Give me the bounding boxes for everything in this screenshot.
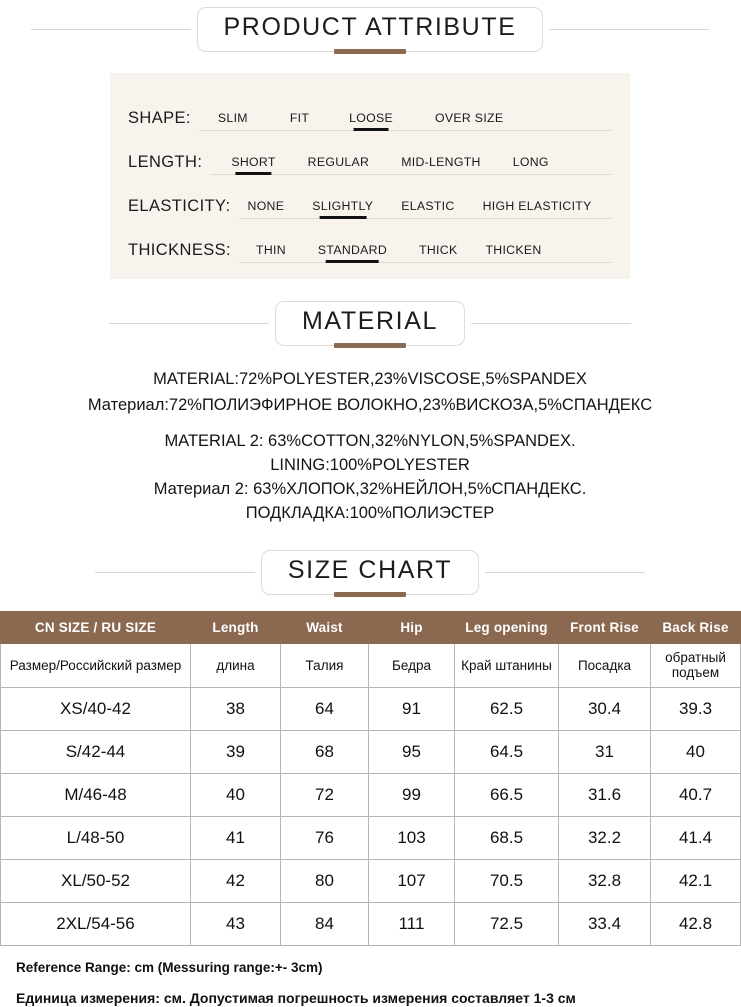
material-content (0, 367, 740, 526)
column-header-hip: Hip (369, 611, 455, 643)
cell-leg-opening: 62.5 (455, 687, 559, 730)
cell-length: 38 (191, 687, 281, 730)
table-row (1, 687, 741, 730)
size-chart-rule-right (485, 572, 645, 573)
size-guide-page (0, 7, 740, 1006)
attribute-row-length (128, 131, 612, 175)
attribute-option-high-elasticity[interactable]: HIGH ELASTICITY (482, 199, 592, 213)
material-spacer (14, 418, 726, 430)
material-rule-right (471, 323, 631, 324)
column-header-size: CN SIZE / RU SIZE (1, 611, 191, 643)
table-row (1, 902, 741, 945)
cell-waist: 72 (281, 773, 369, 816)
cell-leg-opening: 70.5 (455, 859, 559, 902)
footnote-english: Reference Range: cm (Messuring range:+- 3cm) (16, 959, 323, 975)
attribute-option-slim[interactable]: SLIM (217, 111, 248, 125)
attribute-option-thin[interactable]: THIN (256, 243, 286, 257)
attribute-option-elastic[interactable]: ELASTIC (401, 199, 455, 213)
size-chart-accent-bar (334, 592, 406, 597)
table-row (1, 816, 741, 859)
size-chart-rule-left (95, 572, 255, 573)
attribute-option-thicken[interactable]: THICKEN (485, 243, 542, 257)
attribute-option-regular[interactable]: REGULAR (307, 155, 370, 169)
material-line-english-1: MATERIAL:72%POLYESTER,23%VISCOSE,5%SPANDEX (153, 370, 587, 388)
column-subheader-front-rise-ru: Посадка (559, 643, 651, 687)
cell-back-rise: 42.1 (651, 859, 741, 902)
cell-front-rise: 32.2 (559, 816, 651, 859)
column-subheader-back-rise-ru: обратный подъем (651, 643, 741, 687)
column-header-leg-opening: Leg opening (455, 611, 559, 643)
cell-back-rise: 40.7 (651, 773, 741, 816)
cell-length: 41 (191, 816, 281, 859)
material-line-english-2b: LINING:100%POLYESTER (270, 456, 470, 475)
title-accent-bar (334, 49, 406, 54)
material-line-russian-2a: Материал 2: 63%ХЛОПОК,32%НЕЙЛОН,5%СПАНДЕКС. (153, 479, 587, 498)
cell-size: L/48-50 (1, 816, 191, 859)
title-rule-right (549, 29, 709, 30)
cell-leg-opening: 64.5 (455, 730, 559, 773)
attribute-option-long[interactable]: LONG (512, 155, 549, 169)
attribute-row-thickness (128, 219, 612, 263)
cell-back-rise: 41.4 (651, 816, 741, 859)
cell-front-rise: 30.4 (559, 687, 651, 730)
cell-waist: 84 (281, 902, 369, 945)
cell-waist: 80 (281, 859, 369, 902)
size-chart-title-text: SIZE CHART (287, 555, 453, 584)
column-subheader-size-ru: Размер/Российский размер (1, 643, 191, 687)
cell-back-rise: 42.8 (651, 902, 741, 945)
material-title-text: MATERIAL (302, 307, 438, 335)
material-title-pill (275, 301, 465, 346)
title-rule-left (31, 29, 191, 30)
column-subheader-waist-ru: Талия (281, 643, 369, 687)
cell-front-rise: 32.8 (559, 859, 651, 902)
cell-hip: 107 (369, 859, 455, 902)
cell-front-rise: 31.6 (559, 773, 651, 816)
cell-hip: 103 (369, 816, 455, 859)
attribute-options-thickness (239, 243, 612, 263)
attribute-option-short[interactable]: SHORT (228, 155, 278, 171)
product-attribute-section-header (0, 7, 740, 52)
cell-length: 42 (191, 859, 281, 902)
attribute-option-loose[interactable]: LOOSE (346, 111, 396, 127)
attribute-label-shape: SHAPE: (128, 109, 191, 127)
attribute-option-standard[interactable]: STANDARD (315, 243, 390, 259)
cell-size: M/46-48 (1, 773, 191, 816)
size-chart-title-pill (261, 550, 479, 595)
attribute-option-mid-length[interactable]: MID-LENGTH (401, 155, 481, 169)
attribute-options-shape (199, 111, 612, 131)
product-attribute-title-pill (197, 7, 544, 52)
attribute-option-thick[interactable]: THICK (419, 243, 458, 257)
column-subheader-hip-ru: Бедра (369, 643, 455, 687)
column-header-back-rise: Back Rise (651, 611, 741, 643)
column-header-front-rise: Front Rise (559, 611, 651, 643)
cell-front-rise: 31 (559, 730, 651, 773)
attribute-row-shape (128, 87, 612, 131)
table-row (1, 730, 741, 773)
size-chart-section-header (0, 550, 740, 595)
attribute-option-none[interactable]: NONE (247, 199, 285, 213)
attribute-label-length: LENGTH: (128, 153, 203, 171)
attribute-option-slightly[interactable]: SLIGHTLY (309, 199, 376, 215)
cell-size: XL/50-52 (1, 859, 191, 902)
material-section-header (0, 301, 740, 346)
cell-leg-opening: 66.5 (455, 773, 559, 816)
footnote-russian: Единица измерения: см. Допустимая погрешность измерения составляет 1-3 см (16, 990, 576, 1006)
attribute-label-thickness: THICKNESS: (128, 241, 232, 259)
table-header-row-english (1, 611, 741, 643)
column-header-length: Length (191, 611, 281, 643)
attribute-row-elasticity (128, 175, 612, 219)
cell-size: 2XL/54-56 (1, 902, 191, 945)
cell-hip: 111 (369, 902, 455, 945)
cell-size: XS/40-42 (1, 687, 191, 730)
cell-back-rise: 40 (651, 730, 741, 773)
table-row (1, 773, 741, 816)
product-attribute-title-text: PRODUCT ATTRIBUTE (223, 13, 517, 41)
material-line-russian-1: Материал:72%ПОЛИЭФИРНОЕ ВОЛОКНО,23%ВИСКОЗА,5%СПАНДЕКС (87, 395, 653, 414)
cell-front-rise: 33.4 (559, 902, 651, 945)
cell-leg-opening: 68.5 (455, 816, 559, 859)
material-line-russian-2b: ПОДКЛАДКА:100%ПОЛИЭСТЕР (245, 503, 495, 522)
cell-length: 43 (191, 902, 281, 945)
attribute-option-fit[interactable]: FIT (289, 111, 310, 125)
table-header-row-russian (1, 643, 741, 687)
product-attribute-box (110, 73, 630, 279)
material-line-english-2a: MATERIAL 2: 63%COTTON,32%NYLON,5%SPANDEX. (164, 432, 576, 451)
attribute-label-elasticity: ELASTICITY: (128, 197, 231, 215)
cell-leg-opening: 72.5 (455, 902, 559, 945)
cell-hip: 99 (369, 773, 455, 816)
cell-size: S/42-44 (1, 730, 191, 773)
measurement-notes (0, 946, 740, 1007)
cell-waist: 64 (281, 687, 369, 730)
cell-hip: 95 (369, 730, 455, 773)
cell-hip: 91 (369, 687, 455, 730)
table-row (1, 859, 741, 902)
size-chart-table (0, 611, 741, 946)
material-rule-left (109, 323, 269, 324)
material-accent-bar (334, 343, 406, 348)
cell-length: 39 (191, 730, 281, 773)
attribute-options-length (210, 155, 612, 175)
attribute-options-elasticity (239, 199, 612, 219)
cell-back-rise: 39.3 (651, 687, 741, 730)
cell-waist: 68 (281, 730, 369, 773)
cell-waist: 76 (281, 816, 369, 859)
cell-length: 40 (191, 773, 281, 816)
attribute-option-over-size[interactable]: OVER SIZE (435, 111, 504, 125)
column-subheader-length-ru: длина (191, 643, 281, 687)
column-subheader-leg-opening-ru: Край штанины (455, 643, 559, 687)
column-header-waist: Waist (281, 611, 369, 643)
